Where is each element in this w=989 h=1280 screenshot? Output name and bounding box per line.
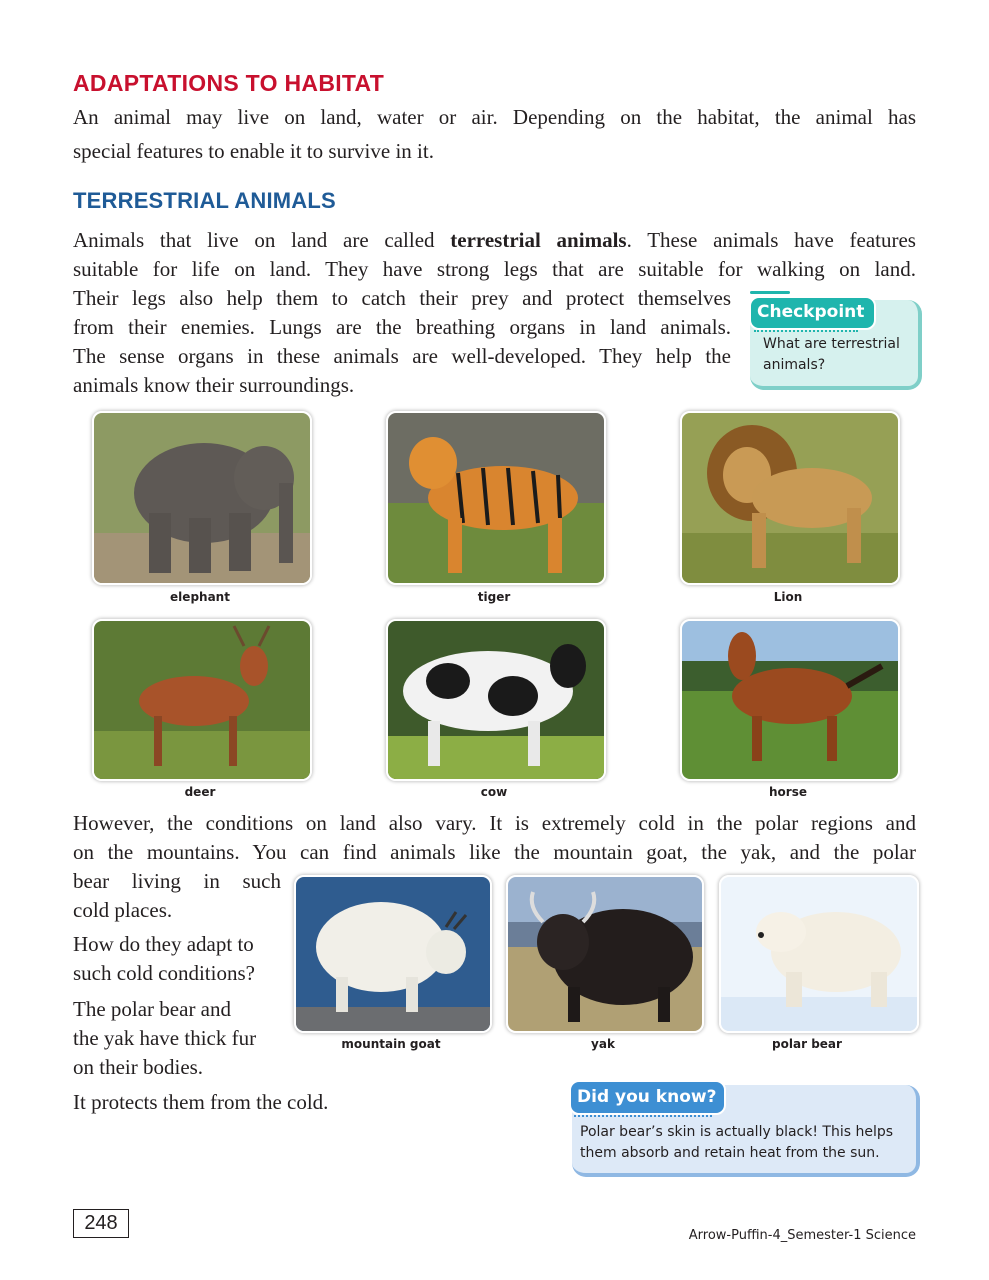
section-title-adaptations: ADAPTATIONS TO HABITAT (73, 70, 385, 96)
did-you-know-text (580, 1122, 893, 1164)
intro-line-2: special features to enable it to survive in it. (73, 139, 434, 163)
caption-yak: yak (591, 1037, 615, 1051)
page-number: 248 (84, 1212, 118, 1234)
mountain-goat-photo (294, 875, 492, 1033)
checkpoint-question-line-2: animals? (763, 357, 826, 373)
checkpoint-tag: Checkpoint (749, 296, 876, 330)
cold-line-8: the yak have thick fur (73, 1026, 257, 1050)
caption-horse: horse (769, 785, 807, 799)
cold-line-9: on their bodies. (73, 1055, 204, 1079)
yak-photo (506, 875, 704, 1033)
terrestrial-line-1-pre: Animals that live on land are called (73, 228, 451, 252)
horse-photo (680, 619, 900, 781)
cold-line-2: on the mountains. You can find animals like the mountain goat, the yak, and the polar (73, 840, 916, 864)
checkpoint-tab-line (750, 291, 790, 294)
terrestrial-line-1 (73, 226, 916, 255)
terrestrial-line-5: The sense organs in these animals are well-developed. They help the (73, 344, 731, 368)
elephant-photo (92, 411, 312, 585)
checkpoint-dotted-rule (754, 330, 858, 332)
polar-bear-photo (719, 875, 919, 1033)
lion-photo (680, 411, 900, 585)
terrestrial-line-2: suitable for life on land. They have strong legs that are suitable for walking on land. (73, 257, 916, 281)
section-title-terrestrial: TERRESTRIAL ANIMALS (73, 188, 336, 213)
terrestrial-term: terrestrial animals (450, 228, 627, 252)
cold-line-5: How do they adapt to (73, 932, 254, 956)
cow-photo (386, 619, 606, 781)
terrestrial-line-3: Their legs also help them to catch their prey and protect themselves (73, 286, 731, 310)
did-you-know-line-2: them absorb and retain heat from the sun. (580, 1145, 880, 1161)
checkpoint-question-line-1: What are terrestrial (763, 336, 900, 352)
intro-paragraph (73, 103, 916, 132)
caption-deer: deer (184, 785, 216, 799)
book-title: Arrow-Puffin-4_Semester-1 Science (688, 1228, 916, 1243)
cold-line-6: such cold conditions? (73, 961, 255, 985)
caption-tiger: tiger (477, 590, 511, 604)
terrestrial-line-6: animals know their surroundings. (73, 373, 355, 397)
caption-mountain-goat: mountain goat (341, 1037, 441, 1051)
deer-photo (92, 619, 312, 781)
cold-line-7: The polar bear and (73, 997, 232, 1021)
cold-line-1: However, the conditions on land also vary. It is extremely cold in the polar regions and (73, 811, 916, 835)
page-number-box (73, 1209, 129, 1238)
tiger-photo (386, 411, 606, 585)
did-you-know-dotted-rule (574, 1115, 712, 1117)
terrestrial-line-1-post: . These animals have features (626, 228, 916, 252)
caption-polar-bear: polar bear (772, 1037, 842, 1051)
did-you-know-line-1: Polar bear’s skin is actually black! This helps (580, 1124, 894, 1140)
cold-line-4: cold places. (73, 898, 173, 922)
cold-line-3: bear living in such (73, 869, 281, 893)
caption-cow: cow (480, 785, 508, 799)
intro-line-1: An animal may live on land, water or air. Depending on the habitat, the animal has (73, 105, 916, 129)
cold-line-10: It protects them from the cold. (73, 1090, 329, 1114)
caption-lion: Lion (773, 590, 803, 604)
checkpoint-question (763, 334, 900, 376)
caption-elephant: elephant (170, 590, 230, 604)
terrestrial-line-4: from their enemies. Lungs are the breathing organs in land animals. (73, 315, 731, 339)
did-you-know-tag: Did you know? (569, 1080, 726, 1115)
